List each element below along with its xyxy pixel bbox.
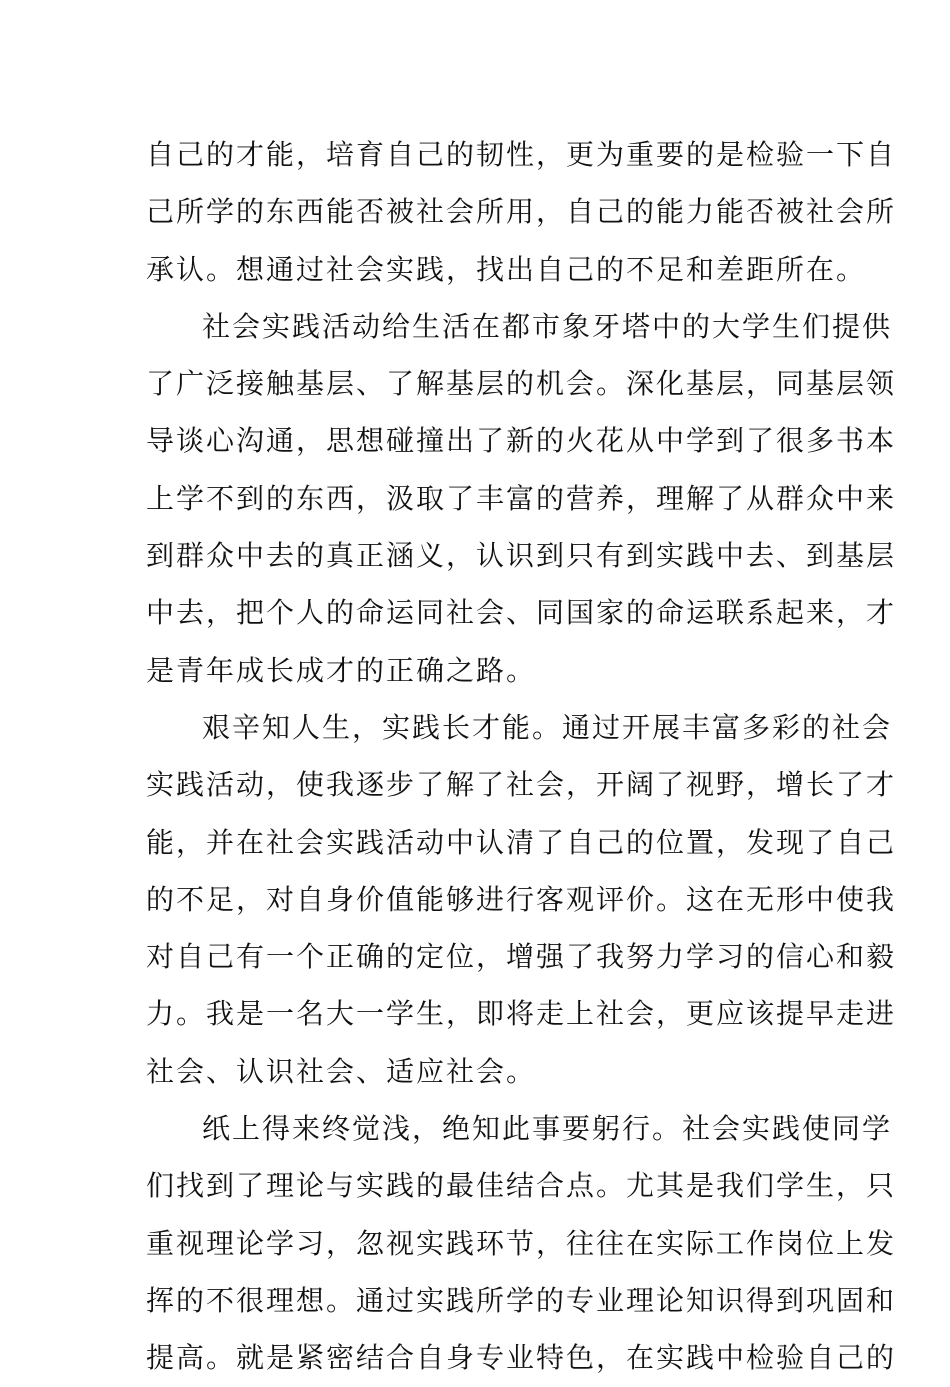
paragraph-first-line: 艰辛知人生，实践长才能。通过开展丰富多彩的社会 (202, 710, 893, 744)
text-line: 到群众中去的真正涵义，认识到只有到实践中去、到基层 (146, 539, 897, 573)
text-line: 能，并在社会实践活动中认清了自己的位置，发现了自己 (146, 825, 897, 859)
text-line: 了广泛接触基层、了解基层的机会。深化基层，同基层领 (146, 367, 897, 401)
text-line: 社会、认识社会、适应社会。 (146, 1054, 537, 1088)
text-line: 力。我是一名大一学生，即将走上社会，更应该提早走进 (146, 997, 897, 1031)
text-line: 导谈心沟通，思想碰撞出了新的火花从中学到了很多书本 (146, 424, 897, 458)
text-line: 自己的才能，培育自己的韧性，更为重要的是检验一下自 (146, 138, 897, 171)
text-line: 提高。就是紧密结合自身专业特色，在实践中检验自己的 (146, 1341, 897, 1375)
text-line: 挥的不很理想。通过实践所学的专业理论知识得到巩固和 (146, 1283, 897, 1317)
text-line: 中去，把个人的命运同社会、同国家的命运联系起来，才 (146, 596, 897, 630)
text-line: 实践活动，使我逐步了解了社会，开阔了视野，增长了才 (146, 768, 897, 802)
body-text (146, 126, 897, 1387)
text-line: 上学不到的东西，汲取了丰富的营养，理解了从群众中来 (146, 481, 897, 515)
text-line: 是青年成长成才的正确之路。 (146, 653, 537, 687)
text-line: 重视理论学习，忽视实践环节，往往在实际工作岗位上发 (146, 1226, 897, 1260)
text-line: 承认。想通过社会实践，找出自己的不足和差距所在。 (146, 252, 867, 286)
text-line: 己所学的东西能否被社会所用，自己的能力能否被社会所 (146, 195, 897, 229)
paragraph-first-line: 社会实践活动给生活在都市象牙塔中的大学生们提供 (202, 309, 893, 343)
text-line: 对自己有一个正确的定位，增强了我努力学习的信心和毅 (146, 940, 897, 974)
text-line: 的不足，对自身价值能够进行客观评价。这在无形中使我 (146, 882, 897, 916)
text-line: 们找到了理论与实践的最佳结合点。尤其是我们学生，只 (146, 1169, 897, 1203)
paragraph-first-line: 纸上得来终觉浅，绝知此事要躬行。社会实践使同学 (202, 1112, 893, 1146)
